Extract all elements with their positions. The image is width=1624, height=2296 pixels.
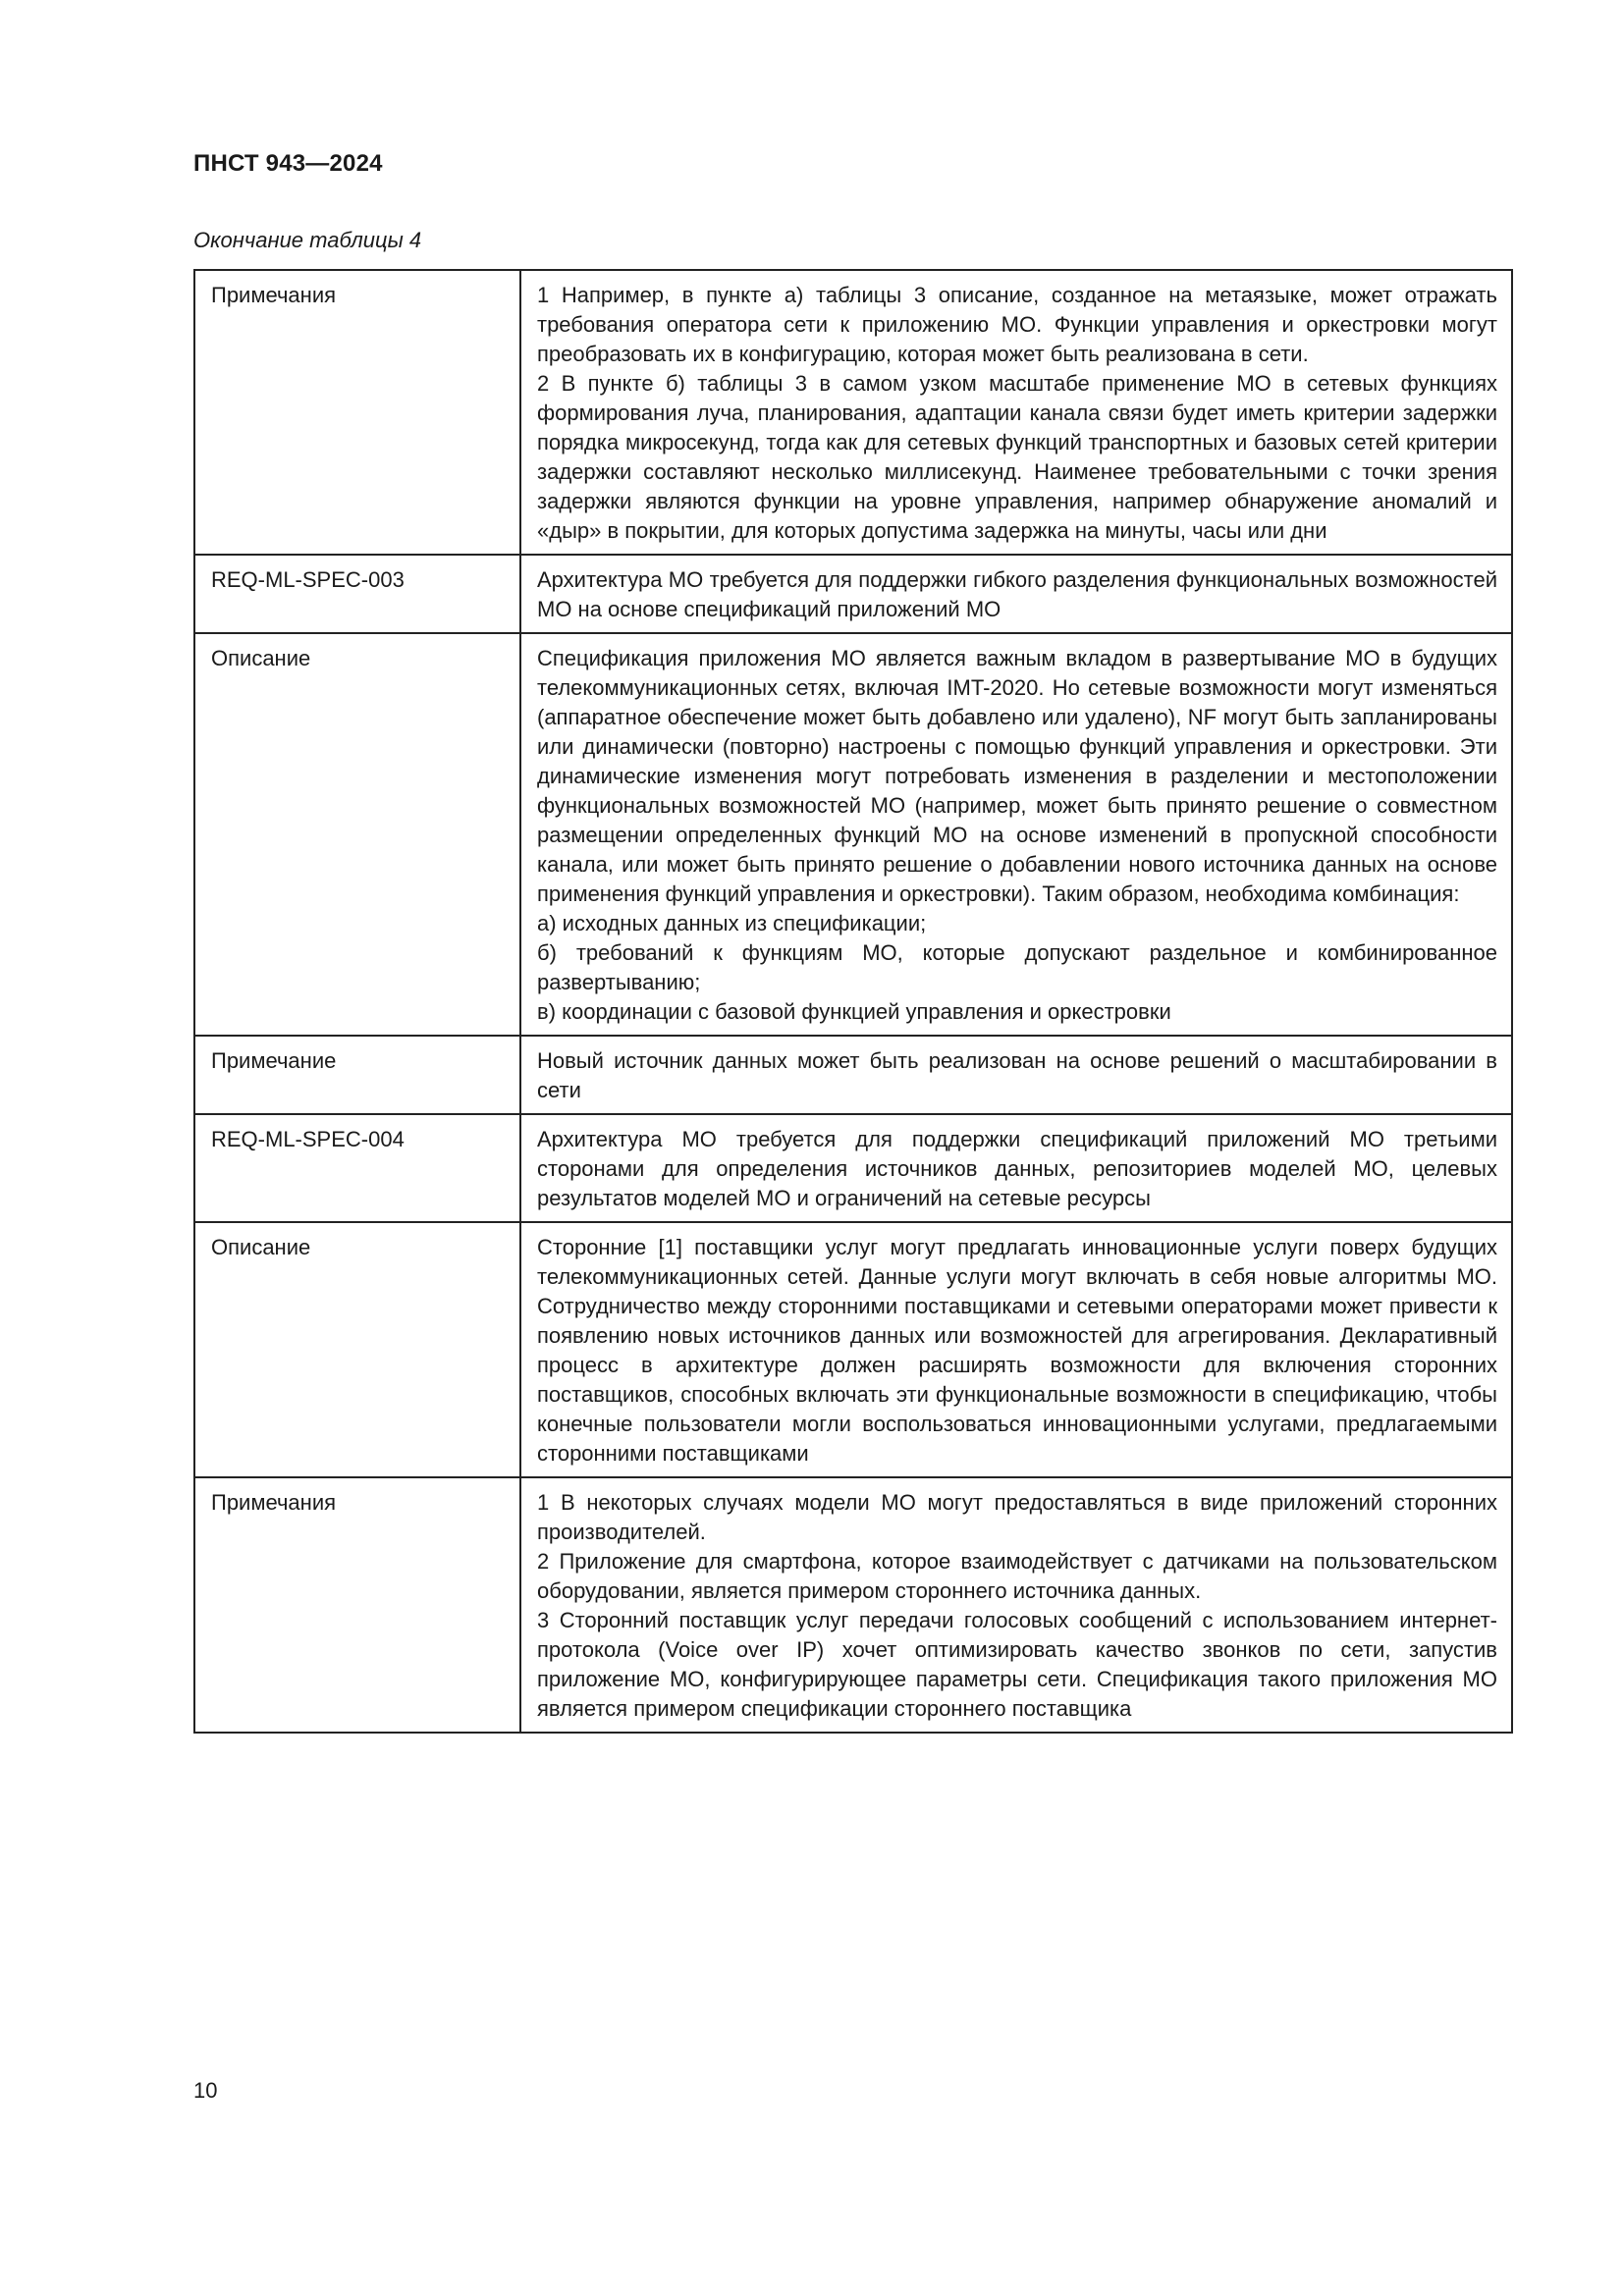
row-content (520, 1036, 1512, 1114)
table-row (194, 1036, 1512, 1114)
document-code: ПНСТ 943—2024 (193, 150, 383, 177)
table-row (194, 1477, 1512, 1733)
description-paragraph: Спецификация приложения МО является важным вкладом в развертывание МО в будущих телекоммуникационных сетях, включая IMT-2020. Но сетевые возможности могут изменяться (аппаратное обеспечение может быть добавлено или удалено), NF могут быть запланированы или динамически (повторно) настроены с помощью функций управления и оркестровки. Эти динамические изменения могут потребовать изменения в разделении и местоположении функциональных возможностей МО (например, может быть принято решение о совместном размещении определенных функций МО на основе изменений в пропускной способности канала, или может быть принято решение о добавлении нового источника данных на основе применения функций управления и оркестровки). Таким образом, необходима комбинация: (537, 646, 1497, 906)
list-item: в) координации с базовой функцией управления и оркестровки (537, 999, 1171, 1024)
note-paragraph: 1 В некоторых случаях модели МО могут предоставляться в виде приложений сторонних производителей. (537, 1490, 1497, 1544)
requirements-table (193, 269, 1513, 1734)
row-content (520, 1114, 1512, 1222)
table-row (194, 555, 1512, 633)
row-label: Описание (194, 1222, 520, 1477)
table-row (194, 1222, 1512, 1477)
table-row (194, 633, 1512, 1036)
row-content (520, 1477, 1512, 1733)
table-row (194, 1114, 1512, 1222)
row-label: REQ-ML-SPEC-003 (194, 555, 520, 633)
row-content (520, 633, 1512, 1036)
list-item: а) исходных данных из спецификации; (537, 911, 927, 935)
note-paragraph: 1 Например, в пункте а) таблицы 3 описание, созданное на метаязыке, может отражать требования оператора сети к приложению МО. Функции управления и оркестровки могут преобразовать их в конфигурацию, которая может быть реализована в сети. (537, 283, 1497, 366)
row-label: Примечания (194, 1477, 520, 1733)
row-label: Примечание (194, 1036, 520, 1114)
row-label: REQ-ML-SPEC-004 (194, 1114, 520, 1222)
row-content (520, 555, 1512, 633)
list-item: б) требований к функциям МО, которые допускают раздельное и комбинированное развертыванию; (537, 940, 1497, 994)
table-row (194, 270, 1512, 555)
requirement-text: Архитектура МО требуется для поддержки спецификаций приложений МО третьими сторонами для определения источников данных, репозиториев моделей МО, целевых результатов моделей МО и ограничений на сетевые ресурсы (537, 1127, 1497, 1210)
row-label: Примечания (194, 270, 520, 555)
description-paragraph: Сторонние [1] поставщики услуг могут предлагать инновационные услуги поверх будущих телекоммуникационных сетей. Данные услуги могут включать в себя новые алгоритмы МО. Сотрудничество между сторонними поставщиками и сетевыми операторами может привести к появлению новых источников данных или возможностей для агрегирования. Декларативный процесс в архитектуре должен расширять возможности для включения сторонних поставщиков, способных включать эти функциональные возможности в спецификацию, чтобы конечные пользователи могли воспользоваться инновационными услугами, предлагаемыми сторонними поставщиками (537, 1235, 1497, 1466)
table-caption: Окончание таблицы 4 (193, 228, 422, 252)
row-label: Описание (194, 633, 520, 1036)
row-content (520, 1222, 1512, 1477)
note-paragraph: 3 Сторонний поставщик услуг передачи голосовых сообщений с использованием интернет-протокола (Voice over IP) хочет оптимизировать качество звонков по сети, запустив приложение МО, конфигурирующее параметры сети. Спецификация такого приложения МО является примером спецификации стороннего поставщика (537, 1608, 1497, 1721)
requirement-text: Архитектура МО требуется для поддержки гибкого разделения функциональных возможностей МО на основе спецификаций приложений МО (537, 567, 1497, 621)
row-content (520, 270, 1512, 555)
note-paragraph: 2 В пункте б) таблицы 3 в самом узком масштабе применение МО в сетевых функциях формирования луча, планирования, адаптации канала связи будет иметь критерии задержки порядка микросекунд, тогда как для сетевых функций транспортных и базовых сетей критерии задержки составляют несколько миллисекунд. Наименее требовательными с точки зрения задержки являются функции на уровне управления, например обнаружение аномалий и «дыр» в покрытии, для которых допустима задержка на минуты, часы или дни (537, 371, 1497, 543)
note-paragraph: 2 Приложение для смартфона, которое взаимодействует с датчиками на пользовательском оборудовании, является примером стороннего источника данных. (537, 1549, 1497, 1603)
note-paragraph: Новый источник данных может быть реализован на основе решений о масштабировании в сети (537, 1048, 1497, 1102)
page-number: 10 (193, 2078, 218, 2103)
